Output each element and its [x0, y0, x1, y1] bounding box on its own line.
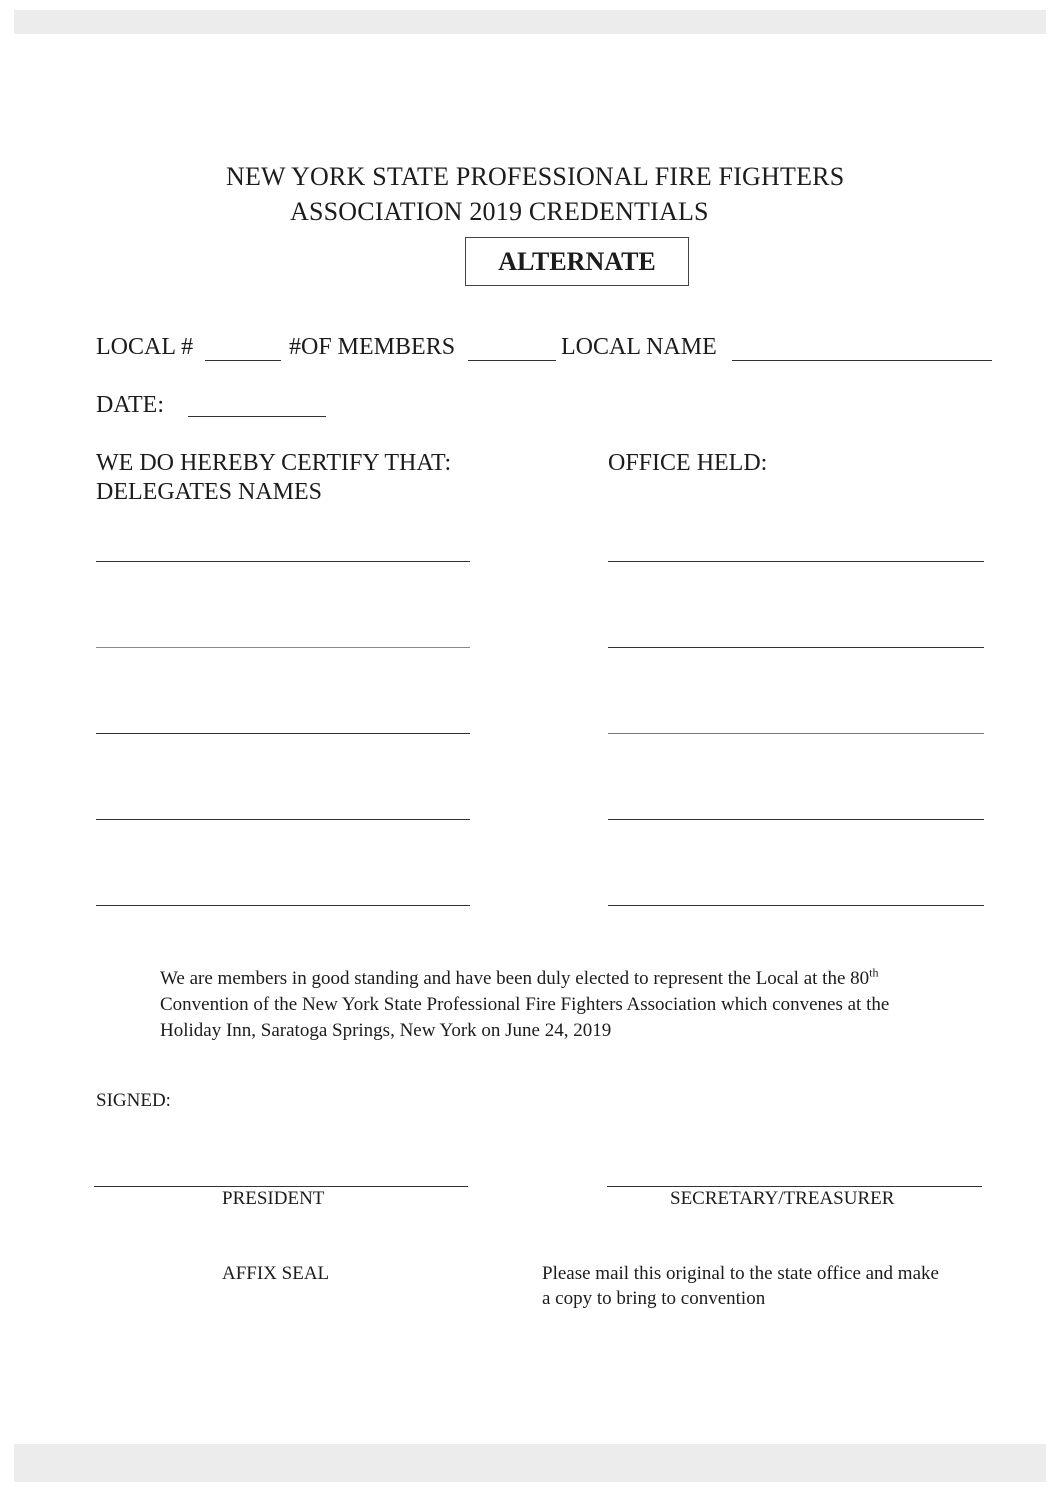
- office-held-field-4[interactable]: [608, 819, 984, 820]
- office-held-field-3[interactable]: [608, 733, 984, 734]
- president-signature-field[interactable]: [94, 1186, 468, 1187]
- members-label: #OF MEMBERS: [289, 334, 456, 360]
- scan-edge-top: [14, 10, 1046, 34]
- delegate-name-field-2[interactable]: [96, 647, 470, 648]
- secretary-signature-field[interactable]: [607, 1186, 982, 1187]
- statement-line-2: Convention of the New York State Professional Fire Fighters Association which convenes at the: [160, 994, 890, 1015]
- local-name-label: LOCAL NAME: [561, 334, 717, 360]
- secretary-treasurer-label: SECRETARY/TREASURER: [670, 1188, 895, 1209]
- signed-label: SIGNED:: [96, 1090, 171, 1111]
- office-held-field-5[interactable]: [608, 905, 984, 906]
- local-number-field[interactable]: [205, 360, 281, 361]
- mail-instruction-line-2: a copy to bring to convention: [542, 1288, 766, 1309]
- members-field[interactable]: [468, 360, 556, 361]
- header-title-line1: NEW YORK STATE PROFESSIONAL FIRE FIGHTERS: [226, 162, 845, 191]
- statement-line-3: Holiday Inn, Saratoga Springs, New York on June 24, 2019: [160, 1020, 612, 1041]
- local-number-label: LOCAL #: [96, 334, 194, 360]
- affix-seal-label: AFFIX SEAL: [222, 1263, 330, 1284]
- statement-line-1: [160, 964, 878, 993]
- statement-line-1-text: We are members in good standing and have been duly elected to represent the Local at the 80: [160, 968, 870, 989]
- mail-instruction-line-1: Please mail this original to the state office and make: [542, 1263, 939, 1284]
- president-label: PRESIDENT: [222, 1188, 325, 1209]
- office-held-field-1[interactable]: [608, 561, 984, 562]
- ordinal-suffix: th: [869, 965, 879, 980]
- date-label: DATE:: [96, 392, 164, 418]
- header-title-line2: ASSOCIATION 2019 CREDENTIALS: [290, 197, 709, 226]
- delegate-name-field-5[interactable]: [96, 905, 470, 906]
- office-held-heading: OFFICE HELD:: [608, 450, 768, 476]
- delegate-name-field-1[interactable]: [96, 561, 470, 562]
- office-held-field-2[interactable]: [608, 647, 984, 648]
- scan-edge-bottom: [14, 1444, 1046, 1482]
- date-field[interactable]: [188, 416, 326, 417]
- alternate-label: ALTERNATE: [498, 246, 656, 276]
- delegate-name-field-4[interactable]: [96, 819, 470, 820]
- delegate-name-field-3[interactable]: [96, 733, 470, 734]
- alternate-box: [465, 237, 689, 286]
- certify-heading: WE DO HEREBY CERTIFY THAT:: [96, 450, 452, 476]
- local-name-field[interactable]: [732, 360, 992, 361]
- delegates-names-heading: DELEGATES NAMES: [96, 479, 322, 505]
